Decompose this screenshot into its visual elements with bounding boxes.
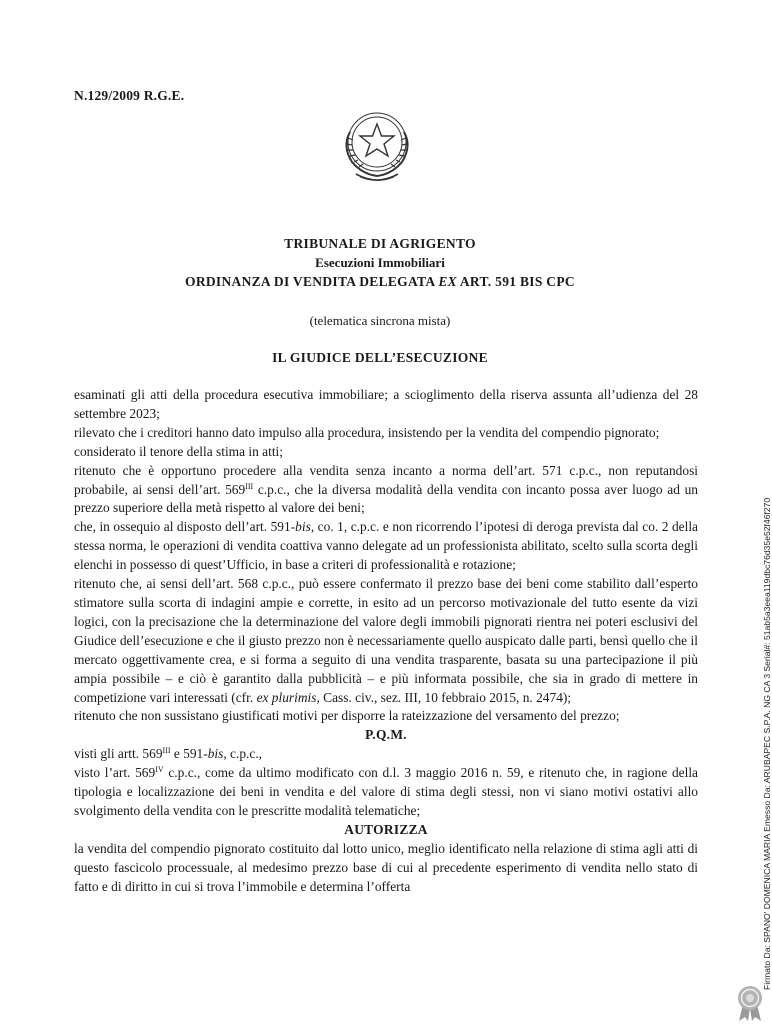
- paragraph: che, in ossequio al disposto dell’art. 591-bis, co. 1, c.p.c. e non ricorrendo l’ipotesi di deroga prevista dal co. 2 della stessa norma, le operazioni di vendita coattiva vanno delegate ad un professionista abilitato, scelto sulla scorta degli elenchi in possesso di quest’Ufficio, in base a criteri di professionalità e rotazione;: [74, 519, 698, 573]
- paragraph: ritenuto che non sussistano giustificati motivi per disporre la rateizzazione del versamento del prezzo;: [74, 708, 620, 724]
- paragraph: visto l’art. $569^{IV}$ c.p.c., come da ultimo modificato con d.l. 3 maggio 2016 n. 59, e ritenuto che, in ragione della tipologia e localizzazione dei beni in vendita e del valore di stima degli stessi, non vi siano motivi ostativi allo svolgimento della vendita con le prescritte modalità telematiche;: [74, 765, 698, 818]
- docket-number: N.129/2009 R.G.E.: [74, 88, 185, 103]
- paragraph: la vendita del compendio pignorato costituito dal lotto unico, meglio identificato nella relazione di stima agli atti di questo fascicolo processuale, al medesimo prezzo base di cui al precedente esperimento di vendita nello stato di fatto e di diritto in cui si trova l’immobile e determina l’offerta: [74, 840, 698, 894]
- certification-seal-icon: [734, 984, 766, 1022]
- paragraph: ritenuto che è opportuno procedere alla vendita senza incanto a norma dell’art. 571 c.p.c., non reputandosi probabile, ai sensi dell’art. $569^{III}$ c.p.c., che la diversa modalità della vendita con incanto possa aver luogo ad un prezzo superiore della metà rispetto al valore dei beni;: [74, 462, 698, 516]
- digital-signature-note: Firmato Da: SPANO' DOMENICA MARIA Emesso Da: ARUBAPEC S.P.A. NG CA 3 Serial#: 51ab5a3eea119dbc76d35e52f46f270: [762, 497, 772, 990]
- pqm-heading: P.Q.M.: [365, 727, 407, 743]
- court-name: TRIBUNALE DI AGRIGENTO: [284, 236, 476, 251]
- paragraph: rilevato che i creditori hanno dato impulso alla procedura, insistendo per la vendita del compendio pignorato;: [74, 424, 660, 440]
- sale-mode: (telematica sincrona mista): [309, 313, 451, 328]
- paragraph: considerato il tenore della stima in atti;: [74, 443, 283, 459]
- order-body: [74, 386, 698, 896]
- order-title: ORDINANZA DI VENDITA DELEGATA EX ART. 591 BIS CPC: [185, 274, 575, 289]
- italian-republic-emblem-icon: [338, 104, 416, 188]
- court-section: Esecuzioni Immobiliari: [315, 255, 445, 270]
- judge-heading: IL GIUDICE DELL’ESECUZIONE: [272, 350, 488, 365]
- autorizza-heading: AUTORIZZA: [344, 821, 428, 837]
- paragraph: esaminati gli atti della procedura esecutiva immobiliare; a scioglimento della riserva assunta all’udienza del 28 settembre 2023;: [74, 387, 698, 421]
- paragraph: visti gli artt. $569^{III}$ e 591-bis, c.p.c.,: [74, 746, 263, 762]
- paragraph: ritenuto che, ai sensi dell’art. 568 c.p.c., può essere confermato il prezzo base dei beni come stabilito dall’esperto stimatore sulla scorta di indagini ampie e corrette, in esito ad un percorso motivazionale del tutto esente da vizi logici, con la precisazione che la determinazione del valore degli immobili pignorati rientra nei poteri esclusivi del Giudice dell’esecuzione e che il giusto prezzo non è necessariamente quello auspicato dalle parti, bensì quello che il mercato oggettivamente crea, e si forma a seguito di una vendita trasparente, basata su una partecipazione il più ampia possibile – e ciò è garantito dalla pubblicità – e più informata possibile, che sia in grado di mettere in competizione vari interessati (cfr. ex plurimis, Cass. civ., sez. III, 10 febbraio 2015, n. 2474);: [74, 576, 698, 705]
